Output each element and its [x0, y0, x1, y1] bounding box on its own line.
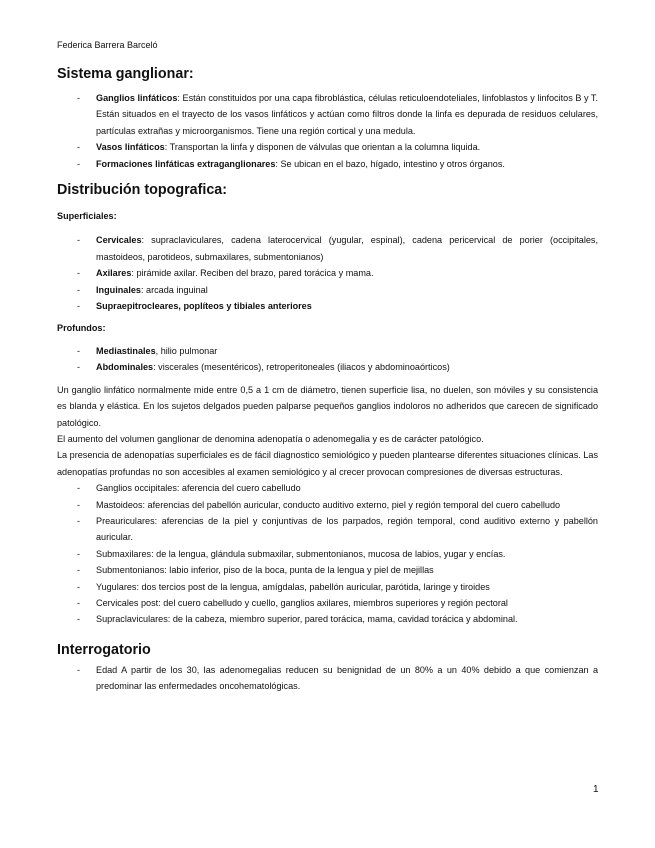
- list-item: - Preauriculares: aferencias de la piel y conjuntivas de los parpados, región temporal, cond auditivo externo y pabellón auricular.: [57, 513, 598, 546]
- heading-interrogatorio: Interrogatorio: [57, 641, 151, 658]
- list-item: - Abdominales: viscerales (mesentéricos), retroperitoneales (iliacos y abdominoaórticos): [57, 359, 598, 375]
- list-item: - Cervicales: supraclaviculares, cadena laterocervical (yugular, espinal), cadena pericervical de porier (occipitales, mastoideos, parotideos, submaxilares, submentonianos): [57, 232, 598, 265]
- list-item: - Mastoideos: aferencias del pabellón auricular, conducto auditivo externo, piel y región temporal del cuero cabelludo: [57, 497, 598, 513]
- list-item: - Yugulares: dos tercios post de la lengua, amígdalas, pabellón auricular, parótida, laringe y tiroides: [57, 579, 598, 595]
- list-item: - Formaciones linfáticas extraganglionares: Se ubican en el bazo, hígado, intestino y otros órganos.: [57, 156, 598, 172]
- page-number: 1: [593, 784, 599, 795]
- list-item: - Submentonianos: labio inferior, piso de la boca, punta de la lengua y piel de mejillas: [57, 562, 598, 578]
- list-item: - Ganglios occipitales: aferencia del cuero cabelludo: [57, 480, 598, 496]
- list-item: - Ganglios linfáticos: Están constituidos por una capa fibroblástica, células reticuloendoteliales, linfoblastos y linfocitos B y T. Están situados en el trayecto de los vasos linfáticos y actúan como filtros donde la linfa es depurada de residuos celulares, partículas extrañas y microorganismos. Tiene una región cortical y una medula.: [57, 90, 598, 139]
- heading-distribucion: Distribución topografica:: [57, 182, 227, 199]
- ganglios-list: [57, 480, 598, 628]
- paragraph: Un ganglio linfático normalmente mide entre 0,5 a 1 cm de diámetro, tienen superficie lisa, no duelen, son móviles y su consistencia es blanda y elástica. En los sujetos delgados pueden palparse pequeños ganglios indoloros no adheridos que carecen de significado patológico.: [57, 384, 598, 428]
- superficiales-list: [57, 232, 598, 314]
- list-item: - Inguinales: arcada inguinal: [57, 282, 598, 298]
- list-item: - Mediastinales, hilio pulmonar: [57, 343, 598, 359]
- list-item: - Supraclaviculares: de la cabeza, miembro superior, pared torácica, mama, cavidad torácica y abdominal.: [57, 611, 598, 627]
- paragraph: El aumento del volumen ganglionar de denomina adenopatía o adenomegalia y es de carácter patológico.: [57, 433, 484, 444]
- list-item: - Submaxilares: de la lengua, glándula submaxilar, submentonianos, mucosa de labios, yugar y encías.: [57, 546, 598, 562]
- profundos-list: [57, 343, 598, 376]
- list-item: - Vasos linfáticos: Transportan la linfa y disponen de válvulas que orientan a la columna liquida.: [57, 139, 598, 155]
- paragraph: La presencia de adenopatías superficiales es de fácil diagnostico semiológico y pueden plantearse diferentes situaciones clínicas. Las adenopatías profundas no son accesibles al examen semiológico y al crecer provocan compresiones de diversas estructuras.: [57, 450, 598, 477]
- document-body: [57, 64, 598, 695]
- list-item: - Axilares: pirámide axilar. Reciben del brazo, pared torácica y mama.: [57, 265, 598, 281]
- sistema-list: [57, 90, 598, 172]
- interrogatorio-list: [57, 662, 598, 695]
- subheading-profundos: Profundos:: [57, 323, 106, 334]
- list-item: - Cervicales post: del cuero cabelludo y cuello, ganglios axilares, miembros superiores y región pectoral: [57, 595, 598, 611]
- author-name: Federica Barrera Barceló: [57, 40, 158, 50]
- subheading-superficiales: Superficiales:: [57, 211, 117, 222]
- list-item: - Supraepitrocleares, poplíteos y tibiales anteriores: [57, 298, 598, 314]
- heading-sistema-ganglionar: Sistema ganglionar:: [57, 66, 194, 82]
- list-item: - Edad A partir de los 30, las adenomegalias reducen su benignidad de un 80% a un 40% debido a que comienzan a predominar las enfermedades oncohematológicas.: [57, 662, 598, 695]
